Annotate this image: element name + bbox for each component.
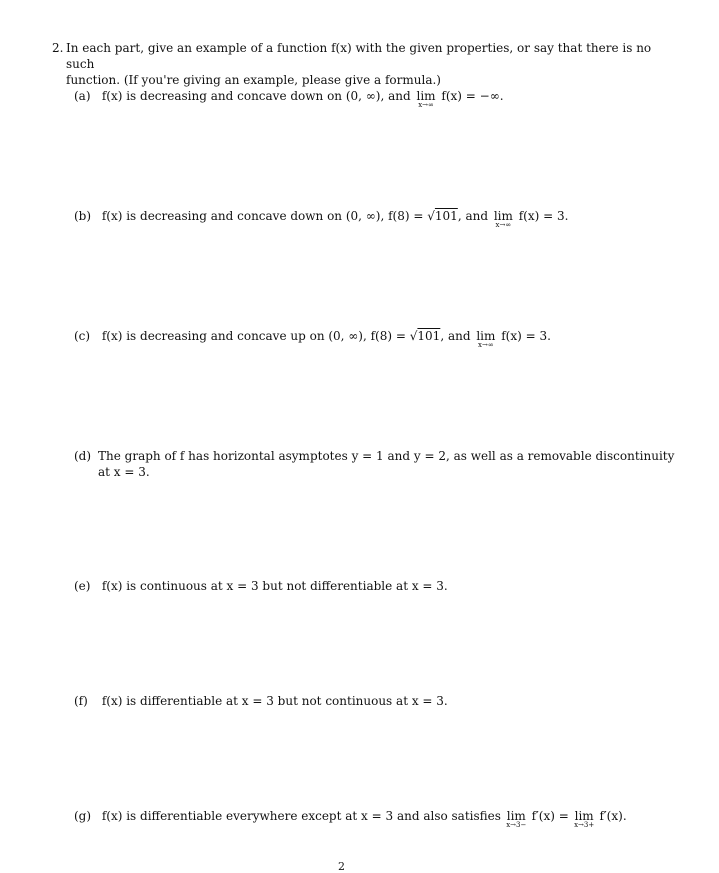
part-text: f(x) is differentiable at x = 3 but not continuous at x = 3.	[101, 694, 448, 708]
problem-intro-line1: In each part, give an example of a function f(x) with the given properties, or say that there is no such	[66, 41, 652, 71]
part-label: (c)	[74, 329, 91, 343]
problem-statement	[52, 40, 652, 88]
part-b	[74, 208, 654, 229]
limit-subscript: x→∞	[418, 101, 434, 109]
limit-expression-left	[506, 808, 527, 829]
part-line1: The graph of f has horizontal asymptotes y = 1 and y = 2, as well as a removable discontinuity	[98, 449, 675, 463]
limit-subscript: x→3−	[506, 821, 527, 829]
part-f	[74, 693, 654, 709]
limit-word: lim	[476, 329, 496, 343]
part-text-mid: , and	[457, 209, 489, 223]
part-text-before: f(x) is decreasing and concave up on (0, ∞), f(8) =	[101, 329, 406, 343]
part-line2: at x = 3.	[98, 465, 150, 479]
part-label: (e)	[74, 579, 91, 593]
part-text-before: f(x) is decreasing and concave down on (0, ∞), f(8) =	[101, 209, 424, 223]
limit-word: lim	[574, 809, 594, 823]
part-label: (a)	[74, 89, 91, 103]
part-label: (b)	[74, 209, 92, 223]
part-e	[74, 578, 654, 594]
sqrt-radicand: 101	[434, 209, 458, 223]
square-root	[410, 328, 441, 344]
part-text-after: f(x) = 3.	[518, 209, 569, 223]
part-label: (d)	[74, 449, 92, 463]
problem-intro-line2: function. (If you're giving an example, please give a formula.)	[66, 73, 441, 87]
part-g	[74, 808, 654, 829]
sqrt-sign: √	[427, 209, 435, 223]
problem-number: 2.	[52, 41, 64, 55]
limit-expression	[493, 208, 513, 229]
part-label: (f)	[74, 694, 88, 708]
sqrt-radicand: 101	[417, 329, 441, 343]
limit-word: lim	[493, 209, 513, 223]
part-a	[74, 88, 654, 109]
part-text: f(x) is continuous at x = 3 but not differentiable at x = 3.	[101, 579, 448, 593]
part-c	[74, 328, 654, 349]
limit-subscript: x→∞	[495, 221, 512, 229]
part-d	[74, 448, 675, 480]
limit-subscript: x→3+	[574, 821, 595, 829]
page-number: 2	[338, 860, 345, 873]
sqrt-sign: √	[409, 329, 418, 343]
limit-word: lim	[416, 89, 436, 103]
part-text-after: f′(x).	[599, 809, 627, 823]
part-text-after: f(x) = 3.	[501, 329, 551, 343]
limit-word: lim	[506, 809, 526, 823]
part-text-before: f(x) is decreasing and concave down on (0, ∞), and	[101, 89, 411, 103]
limit-expression	[416, 88, 436, 109]
part-text-mid: f′(x) =	[531, 809, 569, 823]
problem-intro	[66, 40, 652, 88]
part-text-before: f(x) is differentiable everywhere except at x = 3 and also satisfies	[101, 809, 501, 823]
limit-subscript: x→∞	[478, 341, 494, 349]
part-text-after: f(x) = −∞.	[441, 89, 504, 103]
square-root	[427, 208, 458, 224]
limit-expression	[476, 328, 496, 349]
part-label: (g)	[74, 809, 92, 823]
part-text-mid: , and	[440, 329, 471, 343]
limit-expression-right	[574, 808, 595, 829]
